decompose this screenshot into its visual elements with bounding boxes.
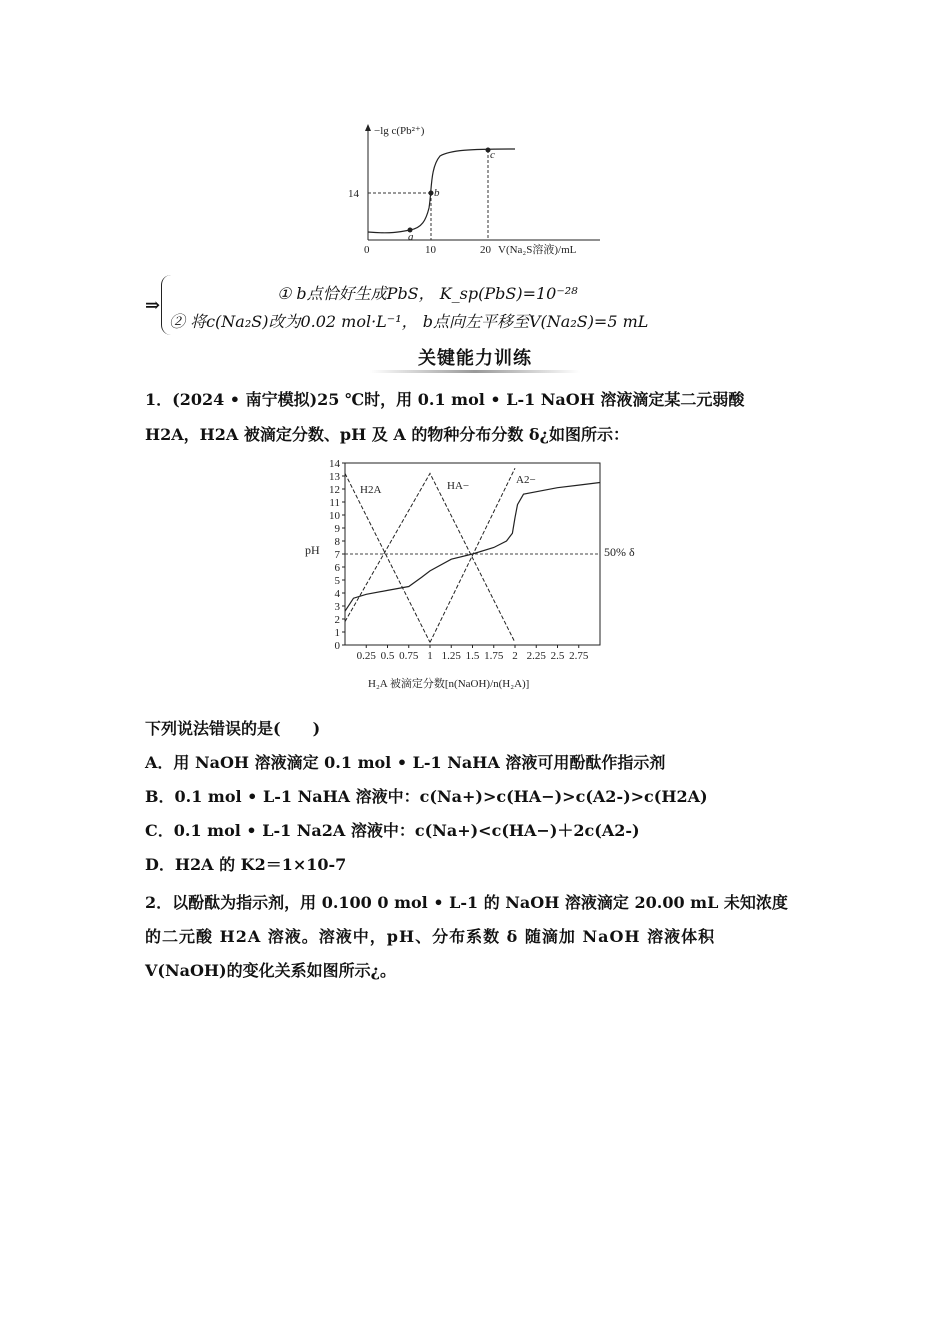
implication-block <box>145 275 765 337</box>
q1-line-1: 1．(2024 • 南宁模拟)25 ℃时，用 0.1 mol • L-1 NaOH 溶液滴定某二元弱酸 <box>145 390 745 409</box>
implication-line-2: ② 将c(Na₂S)改为0.02 mol·L⁻¹， b点向左平移至V(Na₂S)=5 mL <box>169 312 649 331</box>
pbs-curve <box>368 149 515 233</box>
x-tick-label-2.75: 2.75 <box>569 650 589 662</box>
y-tick-label-5: 5 <box>334 575 340 587</box>
x-tick-label-2.5: 2.5 <box>550 650 565 662</box>
pbs-curve-svg <box>340 118 610 268</box>
section-title-text: 关键能力训练 <box>418 348 532 369</box>
section-underline <box>370 370 580 373</box>
y-tick-label-8: 8 <box>334 536 340 548</box>
y-tick-label-1: 1 <box>334 627 340 639</box>
y-tick-label-14: 14 <box>329 458 340 470</box>
series-ha-line <box>345 473 515 642</box>
ph-chart-svg <box>300 455 660 705</box>
y-tick-label-10: 10 <box>329 510 340 522</box>
y-tick-label-0: 0 <box>334 640 340 652</box>
figure-ph-titration <box>300 455 660 705</box>
y-tick-label-3: 3 <box>334 601 340 613</box>
q1-line-2: H2A，H2A 被滴定分数、pH 及 A 的物种分布分数 δ¿如图所示： <box>145 425 629 444</box>
implication-arrow: ⇒ <box>145 295 161 316</box>
chart-right-label: 50% δ <box>604 545 635 559</box>
y-tick-label-2: 2 <box>334 614 340 626</box>
fig1-ylabel: −lg c(Pb²⁺) <box>374 125 425 137</box>
point-b <box>429 191 434 196</box>
label-c: c <box>490 149 495 161</box>
x-tick-label-1.5: 1.5 <box>465 650 480 662</box>
y-tick-label-7: 7 <box>334 549 340 561</box>
section-title <box>400 344 550 374</box>
x-tick-label-2.25: 2.25 <box>526 650 546 662</box>
q1-question: 下列说法错误的是( ) <box>145 719 321 738</box>
series-label-h2a: H2A <box>360 484 382 496</box>
figure-pbs-titration <box>340 118 610 268</box>
x-tick-label-1: 1 <box>427 650 433 662</box>
y-tick-label-13: 13 <box>329 471 340 483</box>
y-tick-label-12: 12 <box>329 484 340 496</box>
x-tick-label-0.75: 0.75 <box>399 650 419 662</box>
fig1-xtick-10: 10 <box>425 244 436 256</box>
x-tick-label-0.25: 0.25 <box>356 650 376 662</box>
chart-ylabel: pH <box>305 543 320 557</box>
q2-line-1: 2．以酚酞为指示剂，用 0.100 0 mol • L-1 的 NaOH 溶液滴定 20.00 mL 未知浓度 <box>145 893 788 912</box>
y-axis-arrow <box>365 124 371 131</box>
x-tick-label-0.5: 0.5 <box>380 650 395 662</box>
y-tick-label-4: 4 <box>334 588 340 600</box>
fig1-ytick: 14 <box>348 188 359 200</box>
chart-xlabel: H₂A 被滴定分数[n(NaOH)/n(H₂A)] <box>368 678 530 690</box>
q2-line-3: V(NaOH)的变化关系如图所示¿。 <box>145 961 396 980</box>
x-tick-label-2: 2 <box>512 650 518 662</box>
implication-line-1: ① b点恰好生成PbS， K_sp(PbS)=10⁻²⁸ <box>277 284 578 303</box>
series-h2a-line <box>345 473 430 642</box>
y-tick-label-6: 6 <box>334 562 340 574</box>
fig1-xlabel: V(Na₂S溶液)/mL <box>498 244 577 256</box>
fig1-xtick-0: 0 <box>364 244 370 256</box>
q2-line-2: 的二元酸 H2A 溶液。溶液中，pH、分布系数 δ 随滴加 NaOH 溶液体积 <box>145 927 716 946</box>
series-label-a: A2− <box>516 474 536 486</box>
q1-option-d: D．H2A 的 K2＝1×10-7 <box>145 855 347 874</box>
x-tick-label-1.75: 1.75 <box>484 650 504 662</box>
series-label-ha: HA− <box>447 480 470 492</box>
y-tick-label-11: 11 <box>329 497 340 509</box>
q1-option-a: A．用 NaOH 溶液滴定 0.1 mol • L-1 NaHA 溶液可用酚酞作指示剂 <box>145 753 666 772</box>
q1-option-b: B．0.1 mol • L-1 NaHA 溶液中：c(Na+)>c(HA−)>c(A2-)>c(H2A) <box>145 787 708 806</box>
label-b: b <box>434 187 440 199</box>
x-tick-label-1.25: 1.25 <box>441 650 461 662</box>
y-tick-label-9: 9 <box>334 523 340 535</box>
fig1-xtick-20: 20 <box>480 244 491 256</box>
q1-option-c: C．0.1 mol • L-1 Na2A 溶液中：c(Na+)<c(HA−)＋2c(A2-) <box>145 821 640 840</box>
series-ph-line <box>345 483 600 612</box>
label-a: a <box>408 231 414 243</box>
